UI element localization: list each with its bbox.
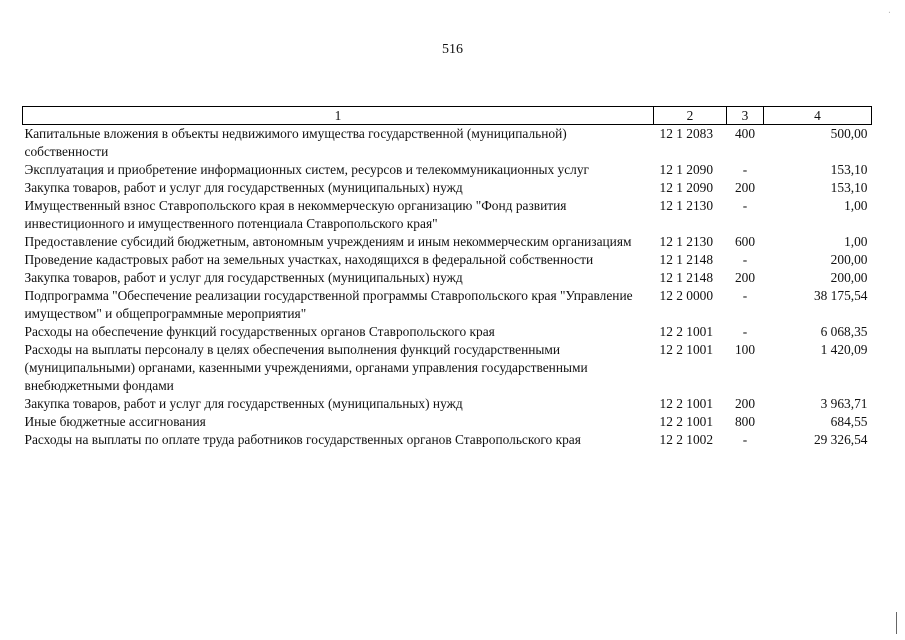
row-code: 12 1 2090	[659, 180, 714, 195]
header-col-2: 2	[654, 107, 727, 125]
row-amount: 1,00	[844, 198, 868, 213]
row-type: -	[742, 432, 748, 447]
row-amount: 1 420,09	[820, 342, 868, 357]
table-row	[23, 233, 872, 251]
row-name: Подпрограмма "Обеспечение реализации государственной программы Ставропольского края "Управление имуществом" и общепрограммные мероприятия"	[24, 288, 633, 321]
row-code: 12 2 1001	[659, 324, 714, 339]
table-row	[23, 323, 872, 341]
row-name: Закупка товаров, работ и услуг для государственных (муниципальных) нужд	[24, 180, 463, 195]
row-name: Иные бюджетные ассигнования	[24, 414, 206, 429]
row-name: Расходы на обеспечение функций государственных органов Ставропольского края	[24, 324, 495, 339]
table-row	[23, 161, 872, 179]
row-code: 12 2 1002	[659, 432, 714, 447]
table-row	[23, 269, 872, 287]
header-col-4: 4	[764, 107, 872, 125]
row-type: -	[742, 324, 748, 339]
row-amount: 3 963,71	[820, 396, 868, 411]
row-code: 12 2 1001	[659, 414, 714, 429]
row-name: Капитальные вложения в объекты недвижимого имущества государственной (муниципальной) собственности	[24, 126, 567, 159]
row-type: 200	[734, 396, 756, 411]
row-type: -	[742, 162, 748, 177]
table-row	[23, 179, 872, 197]
row-amount: 684,55	[830, 414, 868, 429]
row-code: 12 2 1001	[659, 342, 714, 357]
header-col-3: 3	[727, 107, 764, 125]
row-type: 200	[734, 180, 756, 195]
row-name: Закупка товаров, работ и услуг для государственных (муниципальных) нужд	[24, 396, 463, 411]
row-type: -	[742, 252, 748, 267]
table-body	[23, 125, 872, 450]
table-row	[23, 197, 872, 233]
table-header	[23, 107, 872, 125]
row-type: 400	[734, 126, 756, 141]
row-amount: 200,00	[830, 270, 868, 285]
header-col-1: 1	[23, 107, 654, 125]
row-code: 12 1 2090	[659, 162, 714, 177]
table-row	[23, 287, 872, 323]
budget-table	[22, 106, 872, 449]
row-amount: 153,10	[830, 180, 868, 195]
row-type: 600	[734, 234, 756, 249]
page-number: 516	[442, 42, 463, 57]
row-amount: 200,00	[830, 252, 868, 267]
row-name: Расходы на выплаты по оплате труда работников государственных органов Ставропольского края	[24, 432, 581, 447]
row-type: 200	[734, 270, 756, 285]
row-code: 12 1 2130	[659, 198, 714, 213]
header-row	[23, 107, 872, 125]
row-code: 12 1 2148	[659, 270, 714, 285]
row-name: Предоставление субсидий бюджетным, автономным учреждениям и иным некоммерческим организациям	[24, 234, 632, 249]
row-amount: 6 068,35	[820, 324, 868, 339]
row-type: -	[742, 288, 748, 303]
row-amount: 153,10	[830, 162, 868, 177]
row-name: Проведение кадастровых работ на земельных участках, находящихся в федеральной собственности	[24, 252, 594, 267]
table-row	[23, 413, 872, 431]
scan-edge-line	[896, 612, 897, 634]
row-amount: 38 175,54	[813, 288, 868, 303]
row-code: 12 2 1001	[659, 396, 714, 411]
row-code: 12 1 2130	[659, 234, 714, 249]
row-type: 800	[734, 414, 756, 429]
row-name: Закупка товаров, работ и услуг для государственных (муниципальных) нужд	[24, 270, 463, 285]
row-amount: 1,00	[844, 234, 868, 249]
row-name: Имущественный взнос Ставропольского края в некоммерческую организацию "Фонд развития инвестиционного и имущественного потенциала Ставропольского края"	[24, 198, 567, 231]
table-row	[23, 395, 872, 413]
row-type: -	[742, 198, 748, 213]
table-row	[23, 341, 872, 395]
row-type: 100	[734, 342, 756, 357]
row-amount: 29 326,54	[813, 432, 868, 447]
scan-mark: ·	[887, 8, 891, 19]
row-amount: 500,00	[830, 126, 868, 141]
table-row	[23, 431, 872, 449]
row-code: 12 1 2148	[659, 252, 714, 267]
table-row	[23, 251, 872, 269]
table-row	[23, 125, 872, 162]
row-code: 12 1 2083	[659, 126, 714, 141]
row-name: Расходы на выплаты персоналу в целях обеспечения выполнения функций государственными (муниципальными) органами, казенными учреждениями, органами управления государственными внебюджетными фондами	[24, 342, 588, 393]
row-name: Эксплуатация и приобретение информационных систем, ресурсов и телекоммуникационных услуг	[24, 162, 590, 177]
row-code: 12 2 0000	[659, 288, 714, 303]
